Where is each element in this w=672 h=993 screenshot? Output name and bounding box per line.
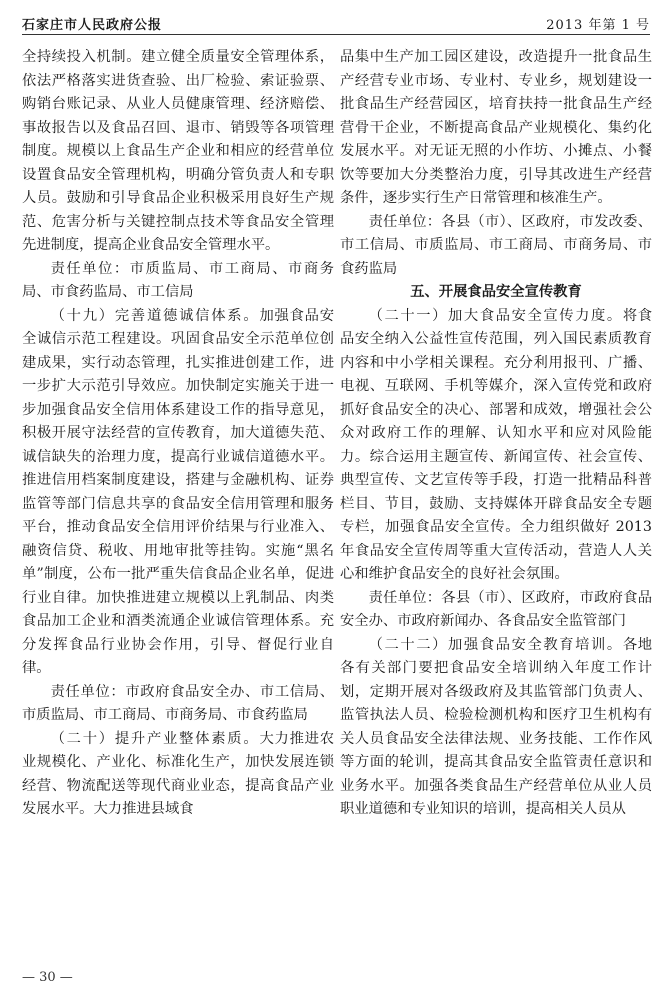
responsible-units: 责任单位：各县（市）、区政府，市政府食品安全办、市政府新闻办、各食品安全监管部门	[340, 589, 652, 629]
journal-title: 石家庄市人民政府公报	[22, 18, 163, 33]
page-number: — 30 —	[22, 970, 73, 985]
issue-number: 2013 年第 1 号	[546, 18, 650, 33]
item-title: （二十二）加强食品安全教育培训。	[368, 636, 623, 653]
item-body: 将食品安全纳入公益性宣传范围，列入国民素质教育内容和中小学相关课程。充分利用报刊、广播、电视、互联网、手机等媒介，深入宣传党和政府抓好食品安全的决心、部署和成效，增强社会公众对政府工作的理解、认知水平和应对风险能力。综合运用主题宣传、新闻宣传、社会宣传、典型宣传、文艺宣传等手段，打造一批精品科普栏目、节目，鼓励、支持媒体开辟食品安全专题专栏，加强食品安全宣传。全力组织做好 2013 年食品安全宣传周等重大宣传活动，营造人人关心和维护食品安全的良好社会氛围。	[340, 307, 652, 582]
paragraph: 品集中生产加工园区建设，改造提升一批食品生产经营专业市场、专业村、专业乡，规划建设一批食品生产经营园区，培育扶持一批食品生产经营骨干企业，不断提高食品产业规模化、集约化发展水平。对无证无照的小作坊、小摊点、小餐饮等要加大分类整治力度，引导其改进生产经营条件，逐步实行生产日常管理和核准生产。	[340, 49, 652, 206]
responsible-units: 责任单位：各县（市）、区政府，市发改委、市工信局、市质监局、市工商局、市商务局、市食药监局	[340, 213, 652, 277]
paragraph-item-22	[340, 634, 652, 822]
item-title: （二十）提升产业整体素质。	[50, 730, 260, 747]
responsible-units: 责任单位：市质监局、市工商局、市商务局、市食药监局、市工信局	[22, 260, 334, 300]
paragraph-item-20	[22, 728, 334, 822]
paragraph-item-21	[340, 305, 652, 587]
paragraph: 全持续投入机制。建立健全质量安全管理体系，依法严格落实进货查验、出厂检验、索证验票、购销台账记录、从业人员健康管理、经济赔偿、事故报告以及食品召回、退市、销毁等各项管理制度。规模以上食品生产企业和相应的经营单位设置食品安全管理机构，明确分管负责人和专职人员。鼓励和引导食品企业积极采用良好生产规范、危害分析与关键控制点技术等食品安全管理先进制度，提高企业食品安全管理水平。	[22, 49, 334, 253]
item-title: （十九）完善道德诚信体系。	[50, 307, 260, 324]
running-header	[22, 12, 650, 35]
responsible-units: 责任单位：市政府食品安全办、市工信局、市质监局、市工商局、市商务局、市食药监局	[22, 683, 334, 723]
paragraph-item-19	[22, 305, 334, 681]
left-column	[22, 46, 334, 822]
item-body: 加强食品安全诚信示范工程建设。巩固食品安全示范单位创建成果，实行动态管理，扎实推进创建工作，进一步扩大示范引导效应。加快制定实施关于进一步加强食品安全信用体系建设工作的指导意见，积极开展守法经营的宣传教育，加大道德失范、诚信缺失的治理力度，提高行业诚信道德水平。推进信用档案制度建设，搭建与金融机构、证券监管等部门信息共享的食品安全信用管理和服务平台，推动食品安全信用评价结果与行业准入、融资信贷、税收、用地审批等挂钩。实施“黑名单”制度，公布一批严重失信食品企业名单，促进行业自律。加快推进建立规模以上乳制品、肉类食品加工企业和酒类流通企业诚信管理体系。充分发挥食品行业协会作用，引导、督促行业自律。	[22, 307, 335, 676]
right-column	[340, 46, 652, 822]
item-body: 各地各有关部门要把食品安全培训纳入年度工作计划，定期开展对各级政府及其监管部门负责人、监管执法人员、检验检测机构和医疗卫生机构有关人员食品安全法律法规、业务技能、工作作风等方面的轮训，提高其食品安全监管责任意识和业务水平。加强各类食品生产经营单位从业人员职业道德和专业知识的培训，提高相关人员从	[340, 636, 652, 817]
item-body: 大力推进农业规模化、产业化、标准化生产，加快发展连锁经营、物流配送等现代商业业态，提高食品产业发展水平。大力推进县域食	[22, 730, 335, 817]
section-heading: 五、开展食品安全宣传教育	[410, 284, 582, 300]
item-title: （二十一）加大食品安全宣传力度。	[368, 307, 623, 324]
